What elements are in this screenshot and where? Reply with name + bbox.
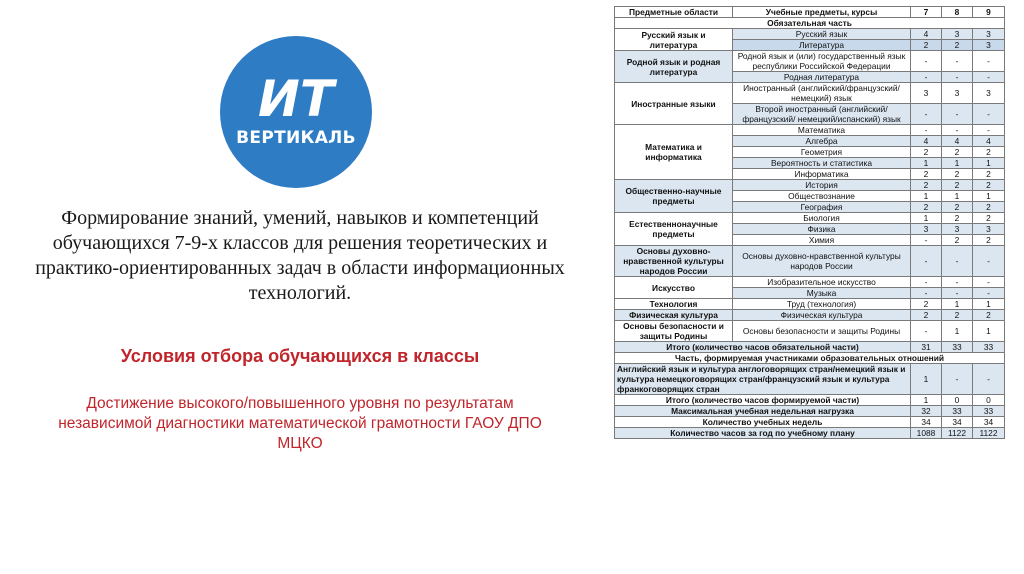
value-cell: 1 — [942, 321, 973, 342]
value-cell: 1 — [973, 321, 1005, 342]
value-cell: - — [911, 235, 942, 246]
value-cell: 4 — [911, 29, 942, 40]
selection-conditions-text: Достижение высокого/повышенного уровня по результатам независимой диагностики математической грамотности ГАОУ ДПО МЦКО — [58, 395, 542, 452]
area-art: Искусство — [615, 277, 733, 299]
value-cell: 33 — [973, 406, 1005, 417]
header-subject: Учебные предметы, курсы — [733, 7, 911, 18]
area-social: Общественно-научные предметы — [615, 180, 733, 213]
table-header-row — [615, 7, 1005, 18]
subject-cell: Математика — [733, 125, 911, 136]
logo-letters-text: ИТ — [258, 70, 334, 128]
value-cell: - — [942, 51, 973, 72]
it-vertical-logo — [220, 36, 372, 188]
value-cell: - — [942, 104, 973, 125]
value-cell: 1 — [942, 158, 973, 169]
value-cell: 34 — [911, 417, 942, 428]
value-cell: 2 — [973, 310, 1005, 321]
table-row — [615, 342, 1005, 353]
value-cell: 33 — [973, 342, 1005, 353]
area-obzh: Основы безопасности и защиты Родины — [615, 321, 733, 342]
subject-cell: Второй иностранный (английский/ французский/ немецкий/испанский) язык — [733, 104, 911, 125]
value-cell: 2 — [973, 213, 1005, 224]
subject-cell: Музыка — [733, 288, 911, 299]
value-cell: - — [942, 125, 973, 136]
value-cell: 1 — [911, 158, 942, 169]
value-cell: - — [911, 277, 942, 288]
value-cell: - — [973, 288, 1005, 299]
value-cell: 0 — [973, 395, 1005, 406]
subject-cell: Физическая культура — [733, 310, 911, 321]
value-cell: 2 — [911, 299, 942, 310]
value-cell: 1 — [973, 191, 1005, 202]
curriculum-table-wrapper — [614, 6, 1004, 439]
value-cell: 1 — [911, 395, 942, 406]
value-cell: 1 — [973, 158, 1005, 169]
value-cell: 2 — [973, 202, 1005, 213]
value-cell: 3 — [942, 83, 973, 104]
value-cell: 2 — [973, 147, 1005, 158]
area-native: Родной язык и родная литература — [615, 51, 733, 83]
table-row — [615, 395, 1005, 406]
value-cell: - — [973, 72, 1005, 83]
selection-conditions-title: Условия отбора обучающихся в классы — [120, 346, 480, 366]
table-row — [615, 125, 1005, 136]
value-cell: 2 — [942, 169, 973, 180]
value-cell: 1088 — [911, 428, 942, 439]
value-cell: 1122 — [973, 428, 1005, 439]
header-grade-7: 7 — [911, 7, 942, 18]
subject-cell: Основы безопасности и защиты Родины — [733, 321, 911, 342]
value-cell: - — [911, 246, 942, 277]
subject-cell: Геометрия — [733, 147, 911, 158]
area-pe: Физическая культура — [615, 310, 733, 321]
logo-letters — [258, 68, 334, 128]
value-cell: - — [973, 125, 1005, 136]
area-foreign: Иностранные языки — [615, 83, 733, 125]
value-cell: 3 — [911, 83, 942, 104]
subject-cell: Изобразительное искусство — [733, 277, 911, 288]
value-cell: 32 — [911, 406, 942, 417]
value-cell: 1 — [911, 191, 942, 202]
table-row — [615, 299, 1005, 310]
table-row — [615, 246, 1005, 277]
table-row — [615, 51, 1005, 72]
value-cell: 1 — [942, 299, 973, 310]
area-tech: Технология — [615, 299, 733, 310]
table-row — [615, 428, 1005, 439]
table-row — [615, 321, 1005, 342]
table-row — [615, 310, 1005, 321]
value-cell: 2 — [973, 169, 1005, 180]
value-cell: 2 — [942, 147, 973, 158]
subject-cell: Литература — [733, 40, 911, 51]
subject-cell: Обществознание — [733, 191, 911, 202]
value-cell: 2 — [942, 213, 973, 224]
value-cell: 2 — [973, 180, 1005, 191]
header-grade-9: 9 — [973, 7, 1005, 18]
subject-cell: Информатика — [733, 169, 911, 180]
value-cell: 3 — [973, 83, 1005, 104]
table-row — [615, 406, 1005, 417]
subject-cell: Родной язык и (или) государственный язык республики Российской Федерации — [733, 51, 911, 72]
value-cell: - — [911, 288, 942, 299]
value-cell: 3 — [973, 29, 1005, 40]
value-cell: 2 — [911, 180, 942, 191]
value-cell: - — [973, 51, 1005, 72]
value-cell: 2 — [911, 202, 942, 213]
header-area: Предметные области — [615, 7, 733, 18]
value-cell: 2 — [942, 310, 973, 321]
value-cell: 2 — [911, 40, 942, 51]
curriculum-table — [614, 6, 1005, 439]
value-cell: 31 — [911, 342, 942, 353]
header-grade-8: 8 — [942, 7, 973, 18]
value-cell: 34 — [942, 417, 973, 428]
subject-cell: Вероятность и статистика — [733, 158, 911, 169]
value-cell: 1 — [911, 213, 942, 224]
value-cell: 3 — [973, 224, 1005, 235]
table-row — [615, 83, 1005, 104]
subject-cell: Основы духовно-нравственной культуры народов России — [733, 246, 911, 277]
subject-cell: Русский язык — [733, 29, 911, 40]
total-elective-label: Итого (количество часов формируемой части) — [615, 395, 911, 406]
value-cell: 1122 — [942, 428, 973, 439]
value-cell: 33 — [942, 406, 973, 417]
value-cell: - — [973, 277, 1005, 288]
value-cell: 2 — [942, 40, 973, 51]
subject-cell: География — [733, 202, 911, 213]
section-required: Обязательная часть — [615, 18, 1005, 29]
value-cell: 1 — [911, 364, 942, 395]
value-cell: 1 — [942, 191, 973, 202]
value-cell: - — [911, 104, 942, 125]
value-cell: 4 — [911, 136, 942, 147]
subject-cell: Биология — [733, 213, 911, 224]
area-math: Математика и информатика — [615, 125, 733, 180]
value-cell: - — [973, 246, 1005, 277]
value-cell: - — [911, 72, 942, 83]
subject-cell: Физика — [733, 224, 911, 235]
value-cell: - — [942, 72, 973, 83]
value-cell: - — [942, 246, 973, 277]
subject-cell: Труд (технология) — [733, 299, 911, 310]
total-required-label: Итого (количество часов обязательной части) — [615, 342, 911, 353]
year-hours-label: Количество часов за год по учебному плану — [615, 428, 911, 439]
table-row — [615, 364, 1005, 395]
subject-cell: Родная литература — [733, 72, 911, 83]
value-cell: 2 — [911, 310, 942, 321]
value-cell: - — [911, 125, 942, 136]
value-cell: 2 — [942, 180, 973, 191]
section-elective: Часть, формируемая участниками образовательных отношений — [615, 353, 1005, 364]
value-cell: 2 — [942, 202, 973, 213]
table-row — [615, 29, 1005, 40]
value-cell: - — [973, 364, 1005, 395]
value-cell: 33 — [942, 342, 973, 353]
value-cell: 1 — [973, 299, 1005, 310]
table-row — [615, 180, 1005, 191]
logo-word: ВЕРТИКАЛЬ — [236, 128, 356, 148]
value-cell: 2 — [942, 235, 973, 246]
value-cell: 4 — [942, 136, 973, 147]
value-cell: 2 — [911, 147, 942, 158]
max-load-label: Максимальная учебная недельная нагрузка — [615, 406, 911, 417]
value-cell: 2 — [911, 169, 942, 180]
table-row — [615, 213, 1005, 224]
value-cell: 3 — [942, 29, 973, 40]
value-cell: 4 — [973, 136, 1005, 147]
subject-cell: Иностранный (английский/французский/ немецкий) язык — [733, 83, 911, 104]
table-row — [615, 277, 1005, 288]
value-cell: - — [942, 364, 973, 395]
area-odnkr: Основы духовно-нравственной культуры народов России — [615, 246, 733, 277]
subject-cell: Химия — [733, 235, 911, 246]
weeks-label: Количество учебных недель — [615, 417, 911, 428]
value-cell: - — [973, 104, 1005, 125]
area-russian: Русский язык и литература — [615, 29, 733, 51]
table-row — [615, 417, 1005, 428]
subject-cell: История — [733, 180, 911, 191]
value-cell: - — [911, 51, 942, 72]
value-cell: - — [911, 321, 942, 342]
value-cell: 3 — [942, 224, 973, 235]
value-cell: 0 — [942, 395, 973, 406]
value-cell: 3 — [911, 224, 942, 235]
program-description: Формирование знаний, умений, навыков и компетенций обучающихся 7-9-х классов для решения теоретических и практико-ориентированных задач в области информационных технологий. — [35, 207, 565, 304]
area-natural: Естественнонаучные предметы — [615, 213, 733, 246]
value-cell: - — [942, 277, 973, 288]
subject-cell: Алгебра — [733, 136, 911, 147]
value-cell: - — [942, 288, 973, 299]
value-cell: 2 — [973, 235, 1005, 246]
value-cell: 34 — [973, 417, 1005, 428]
elective-label: Английский язык и культура англоговорящих стран/немецкий язык и культура немецкоговорящих стран/французский язык и культура франкоговорящих стран — [615, 364, 911, 395]
value-cell: 3 — [973, 40, 1005, 51]
